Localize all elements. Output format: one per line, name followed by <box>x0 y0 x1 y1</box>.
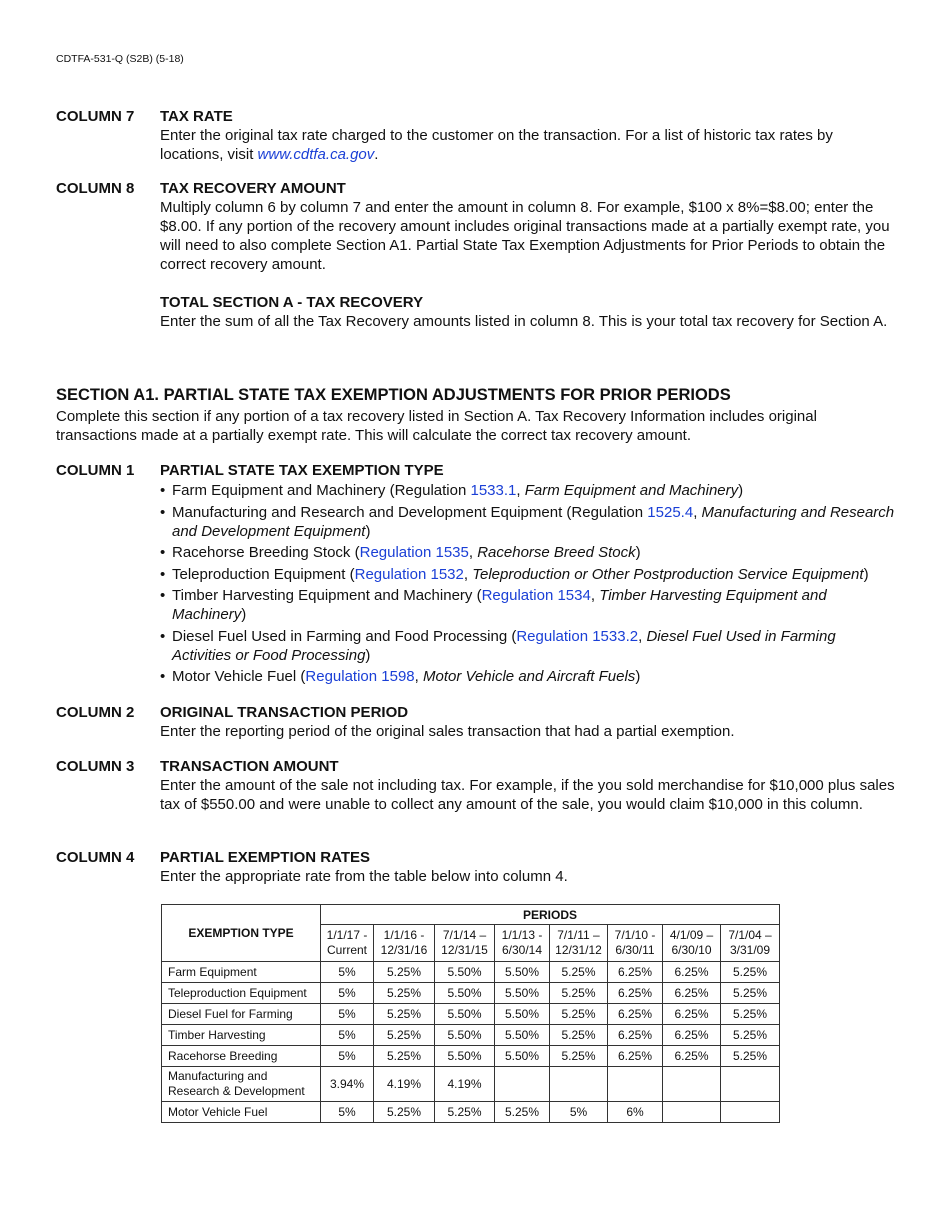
table-row: Motor Vehicle Fuel 5% 5.25% 5.25% 5.25% 5% 6% <box>162 1102 780 1123</box>
list-item: • Diesel Fuel Used in Farming and Food Processing (Regulation 1533.2, Diesel Fuel Used in Farming Activities or Food Processing) <box>160 627 896 665</box>
partial-exemption-rates-table <box>161 904 780 1123</box>
exemption-type-header: EXEMPTION TYPE <box>162 905 321 962</box>
period-header: 1/1/17 - Current <box>321 925 374 962</box>
column-label: COLUMN 2 <box>56 704 135 721</box>
form-id: CDTFA-531-Q (S2B) (5-18) <box>56 53 184 65</box>
a1-column-1-block <box>56 461 896 689</box>
list-item: • Teleproduction Equipment (Regulation 1532, Teleproduction or Other Postproduction Service Equipment) <box>160 565 896 584</box>
column-text: Enter the amount of the sale not including tax. For example, if the you sold merchandise for $10,000 plus sales tax of $550.00 and were unable to collect any amount of the sale, you would claim $10,000 in this column. <box>160 777 895 813</box>
column-heading: TAX RATE <box>160 108 233 125</box>
column-text: Enter the reporting period of the original sales transaction that had a partial exemption. <box>160 723 735 740</box>
regulation-link[interactable]: Regulation 1532 <box>354 565 464 583</box>
a1-column-2-block <box>56 703 896 741</box>
column-label: COLUMN 8 <box>56 180 135 197</box>
list-item: • Motor Vehicle Fuel (Regulation 1598, Motor Vehicle and Aircraft Fuels) <box>160 667 896 686</box>
column-heading: PARTIAL STATE TAX EXEMPTION TYPE <box>160 462 444 479</box>
period-header: 7/1/11 – 12/31/12 <box>550 925 608 962</box>
exemption-type-list <box>160 481 896 686</box>
list-item: • Manufacturing and Research and Development Equipment (Regulation 1525.4, Manufacturing and Research and Development Equipment) <box>160 503 896 541</box>
cdtfa-website-link[interactable]: www.cdtfa.ca.gov <box>257 146 375 163</box>
periods-header: PERIODS <box>321 905 780 925</box>
table-row: Manufacturing and Research & Development 3.94% 4.19% 4.19% <box>162 1067 780 1102</box>
a1-column-3-block <box>56 757 896 814</box>
column-text: Enter the appropriate rate from the table below into column 4. <box>160 868 568 885</box>
regulation-link[interactable]: Regulation 1533.2 <box>516 627 639 645</box>
total-heading: TOTAL SECTION A - TAX RECOVERY <box>160 294 424 311</box>
regulation-link[interactable]: Regulation 1598 <box>305 668 415 685</box>
list-item: • Timber Harvesting Equipment and Machinery (Regulation 1534, Timber Harvesting Equipment and Machinery) <box>160 586 896 624</box>
column-heading: TAX RECOVERY AMOUNT <box>160 180 346 197</box>
total-text: Enter the sum of all the Tax Recovery amounts listed in column 8. This is your total tax recovery for Section A. <box>160 313 888 330</box>
regulation-link[interactable]: 1525.4 <box>647 503 694 521</box>
column-text: Multiply column 6 by column 7 and enter the amount in column 8. For example, $100 x 8%=$8.00; enter the $8.00. If any portion of the recovery amount includes original transactions made at a partially exempt rate, you will need to also complete Section A1. Partial State Tax Exemption Adjustments for Prior Periods to obtain the correct recovery amount. <box>160 199 890 273</box>
total-section-a-block <box>56 293 896 331</box>
column-7-block <box>56 107 896 164</box>
column-label: COLUMN 4 <box>56 849 135 866</box>
period-header: 1/1/13 - 6/30/14 <box>495 925 550 962</box>
table-row: Racehorse Breeding 5% 5.25% 5.50% 5.50% 5.25% 6.25% 6.25% 5.25% <box>162 1046 780 1067</box>
table-row: Farm Equipment 5% 5.25% 5.50% 5.50% 5.25% 6.25% 6.25% 5.25% <box>162 962 780 983</box>
regulation-link[interactable]: 1533.1 <box>470 482 517 499</box>
period-header: 4/1/09 – 6/30/10 <box>663 925 721 962</box>
table-row: Teleproduction Equipment 5% 5.25% 5.50% 5.50% 5.25% 6.25% 6.25% 5.25% <box>162 983 780 1004</box>
column-8-block <box>56 179 896 274</box>
period-header: 1/1/16 - 12/31/16 <box>374 925 435 962</box>
column-label: COLUMN 7 <box>56 108 135 125</box>
table-row: Timber Harvesting 5% 5.25% 5.50% 5.50% 5.25% 6.25% 6.25% 5.25% <box>162 1025 780 1046</box>
section-title: SECTION A1. PARTIAL STATE TAX EXEMPTION ADJUSTMENTS FOR PRIOR PERIODS <box>56 386 731 404</box>
a1-column-4-block <box>56 848 896 886</box>
column-label: COLUMN 1 <box>56 462 135 479</box>
table-row: Diesel Fuel for Farming 5% 5.25% 5.50% 5.50% 5.25% 6.25% 6.25% 5.25% <box>162 1004 780 1025</box>
period-header: 7/1/14 – 12/31/15 <box>435 925 495 962</box>
regulation-link[interactable]: Regulation 1535 <box>359 544 469 561</box>
column-text: Enter the original tax rate charged to the customer on the transaction. For a list of historic tax rates by locations, visit www.cdtfa.ca.gov. <box>160 127 833 163</box>
section-a1-intro <box>56 385 896 445</box>
regulation-link[interactable]: Regulation 1534 <box>481 587 591 604</box>
column-heading: PARTIAL EXEMPTION RATES <box>160 849 371 866</box>
list-item: • Farm Equipment and Machinery (Regulation 1533.1, Farm Equipment and Machinery) <box>160 481 896 500</box>
column-heading: ORIGINAL TRANSACTION PERIOD <box>160 704 409 721</box>
list-item: • Racehorse Breeding Stock (Regulation 1535, Racehorse Breed Stock) <box>160 543 896 562</box>
column-label: COLUMN 3 <box>56 758 135 775</box>
section-text: Complete this section if any portion of a tax recovery listed in Section A. Tax Recovery Information includes original transactions made at a partially exempt rate. This will calculate the correct tax recovery amount. <box>56 408 817 444</box>
period-header: 7/1/10 - 6/30/11 <box>608 925 663 962</box>
period-header: 7/1/04 – 3/31/09 <box>721 925 780 962</box>
column-heading: TRANSACTION AMOUNT <box>160 758 339 775</box>
